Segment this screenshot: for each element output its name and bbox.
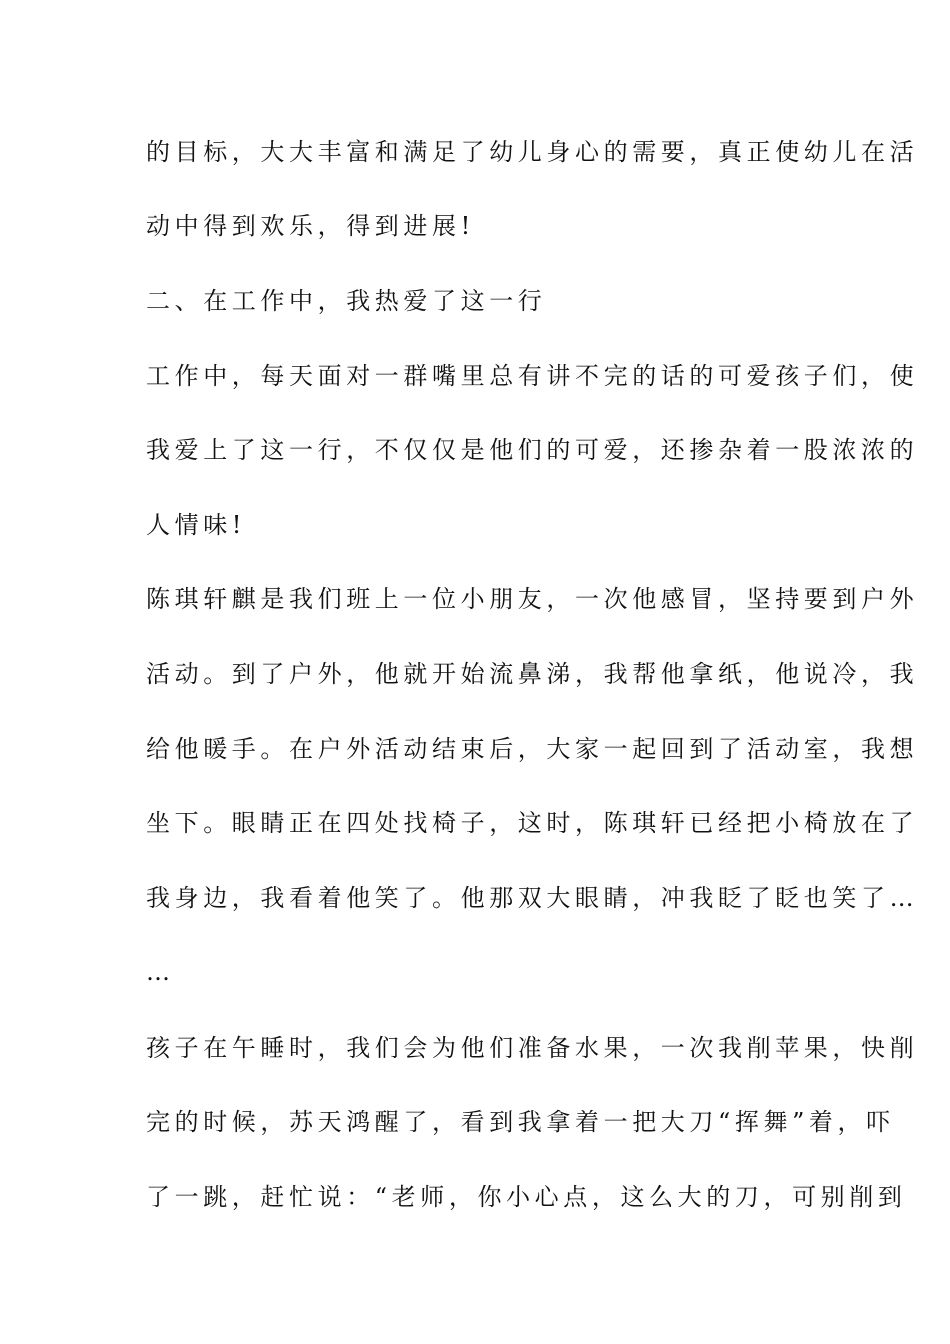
- text-line: 活动。到了户外，他就开始流鼻涕，我帮他拿纸，他说冷，我: [146, 660, 919, 688]
- text-line: 给他暖手。在户外活动结束后，大家一起回到了活动室，我想: [146, 735, 919, 763]
- text-line: …: [146, 958, 175, 986]
- text-line: 工作中，每天面对一群嘴里总有讲不完的话的可爱孩子们，使: [146, 362, 919, 390]
- text-line: 陈琪轩麒是我们班上一位小朋友，一次他感冒，坚持要到户外: [146, 585, 919, 613]
- text-line: 的目标，大大丰富和满足了幼儿身心的需要，真正使幼儿在活: [146, 138, 919, 166]
- text-line: 我爱上了这一行，不仅仅是他们的可爱，还掺杂着一股浓浓的: [146, 436, 919, 464]
- text-line: 了一跳，赶忙说：“老师，你小心点，这么大的刀，可别削到: [146, 1183, 907, 1211]
- text-line: 我身边，我看着他笑了。他那双大眼睛，冲我眨了眨也笑了…: [146, 884, 919, 912]
- text-line: 动中得到欢乐，得到进展!: [146, 212, 475, 240]
- section-heading: 二、在工作中，我热爱了这一行: [146, 287, 547, 315]
- text-line: 完的时候，苏天鸿醒了，看到我拿着一把大刀“挥舞”着，吓: [146, 1108, 895, 1136]
- text-line: 人情味!: [146, 511, 247, 539]
- text-line: 坐下。眼睛正在四处找椅子，这时，陈琪轩已经把小椅放在了: [146, 809, 919, 837]
- text-line: 孩子在午睡时，我们会为他们准备水果，一次我削苹果，快削: [146, 1034, 919, 1062]
